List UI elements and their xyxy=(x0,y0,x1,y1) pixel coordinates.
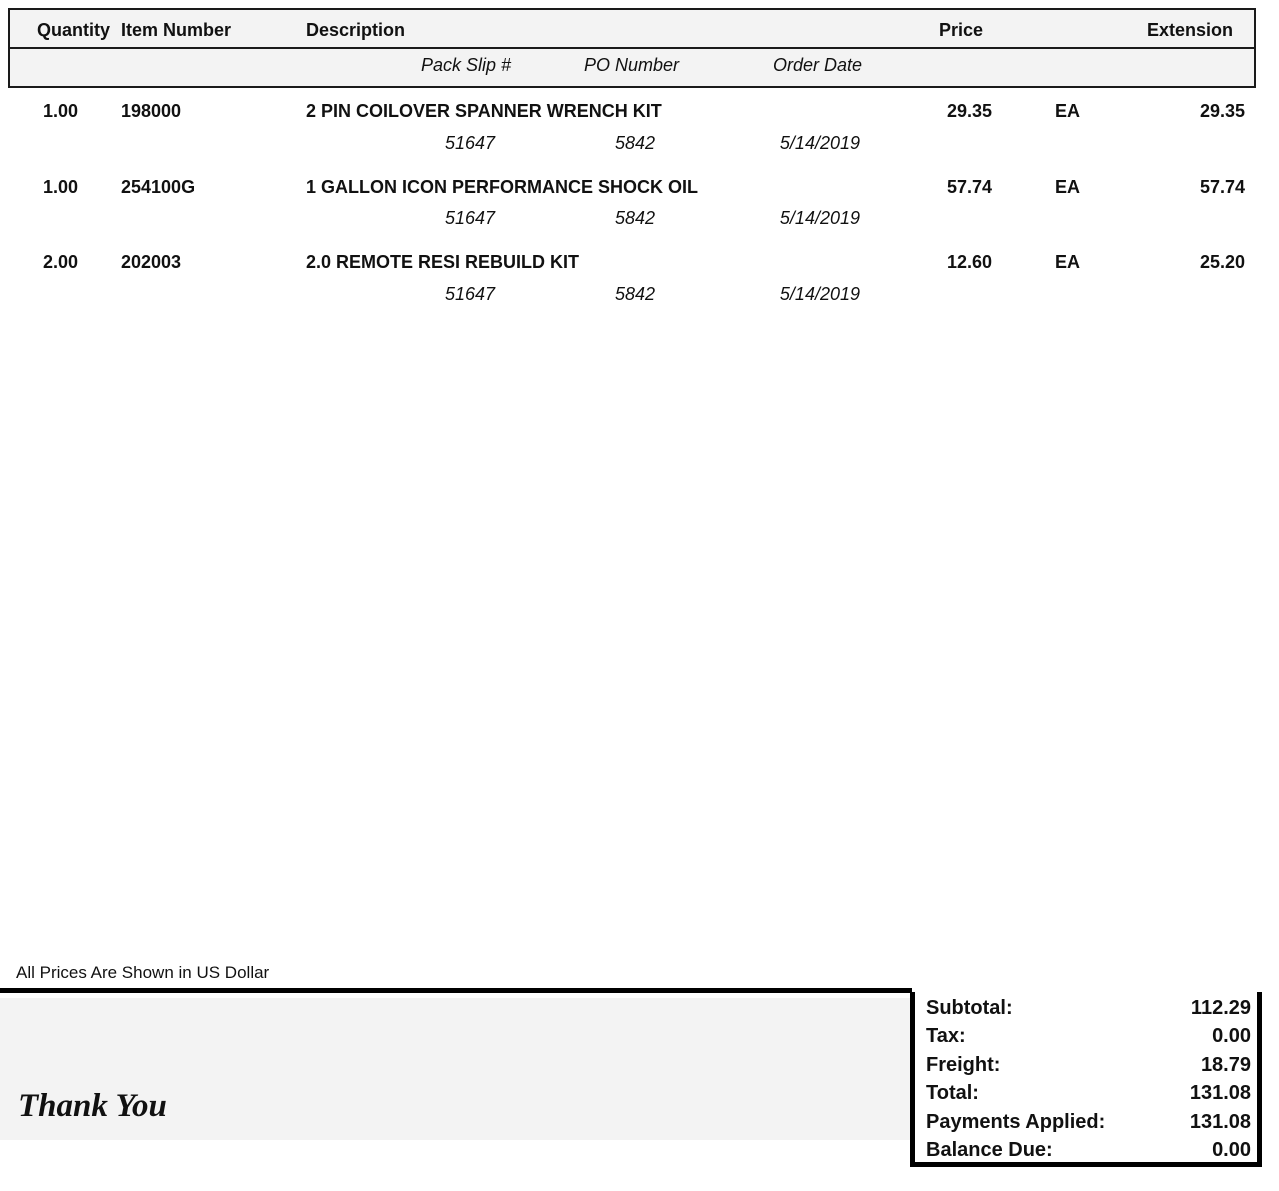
header-price: Price xyxy=(939,20,984,40)
item-price: 57.74 xyxy=(946,177,992,197)
header-po-number: PO Number xyxy=(584,55,680,75)
item-unit: EA xyxy=(1055,101,1081,121)
balance-due-label: Balance Due: xyxy=(926,1139,1053,1161)
item-extension: 29.35 xyxy=(1199,101,1245,121)
table-header xyxy=(8,8,1256,88)
item-quantity: 2.00 xyxy=(42,252,78,272)
item-number: 202003 xyxy=(121,252,182,272)
item-number: 198000 xyxy=(121,101,182,121)
subtotal-label: Subtotal: xyxy=(926,997,1013,1019)
header-quantity: Quantity xyxy=(37,20,111,40)
item-order-date: 5/14/2019 xyxy=(779,133,860,153)
item-pack-slip: 51647 xyxy=(444,133,495,153)
tax-value: 0.00 xyxy=(1212,1025,1251,1047)
item-po-number: 5842 xyxy=(614,208,655,228)
item-po-number: 5842 xyxy=(614,133,655,153)
item-price: 12.60 xyxy=(946,252,992,272)
item-po-number: 5842 xyxy=(614,284,655,304)
totals-box xyxy=(910,992,1262,1167)
item-pack-slip: 51647 xyxy=(444,208,495,228)
payments-applied-label: Payments Applied: xyxy=(926,1111,1106,1133)
header-item-number: Item Number xyxy=(121,20,232,40)
thank-you-text: Thank You xyxy=(18,1088,167,1124)
item-extension: 25.20 xyxy=(1199,252,1245,272)
item-number: 254100G xyxy=(121,177,196,197)
header-pack-slip: Pack Slip # xyxy=(421,55,512,75)
subtotal-value: 112.29 xyxy=(1190,997,1251,1019)
freight-label: Freight: xyxy=(926,1054,1001,1076)
item-description: 2.0 REMOTE RESI REBUILD KIT xyxy=(306,252,580,272)
tax-label: Tax: xyxy=(926,1025,966,1047)
header-order-date: Order Date xyxy=(773,55,863,75)
item-description: 2 PIN COILOVER SPANNER WRENCH KIT xyxy=(306,101,662,121)
payments-applied-value: 131.08 xyxy=(1189,1111,1251,1133)
header-extension: Extension xyxy=(1147,20,1234,40)
item-price: 29.35 xyxy=(946,101,992,121)
item-order-date: 5/14/2019 xyxy=(779,208,860,228)
item-quantity: 1.00 xyxy=(42,177,78,197)
footer-divider xyxy=(0,988,912,993)
item-quantity: 1.00 xyxy=(42,101,78,121)
item-unit: EA xyxy=(1055,252,1081,272)
balance-due-value: 0.00 xyxy=(1212,1139,1251,1161)
currency-note: All Prices Are Shown in US Dollar xyxy=(16,963,270,982)
item-pack-slip: 51647 xyxy=(444,284,495,304)
header-divider xyxy=(10,47,1254,49)
item-description: 1 GALLON ICON PERFORMANCE SHOCK OIL xyxy=(306,177,699,197)
freight-value: 18.79 xyxy=(1200,1054,1251,1076)
item-unit: EA xyxy=(1055,177,1081,197)
total-value: 131.08 xyxy=(1189,1082,1251,1104)
item-extension: 57.74 xyxy=(1199,177,1245,197)
total-label: Total: xyxy=(926,1082,979,1104)
item-order-date: 5/14/2019 xyxy=(779,284,860,304)
header-description: Description xyxy=(306,20,406,40)
